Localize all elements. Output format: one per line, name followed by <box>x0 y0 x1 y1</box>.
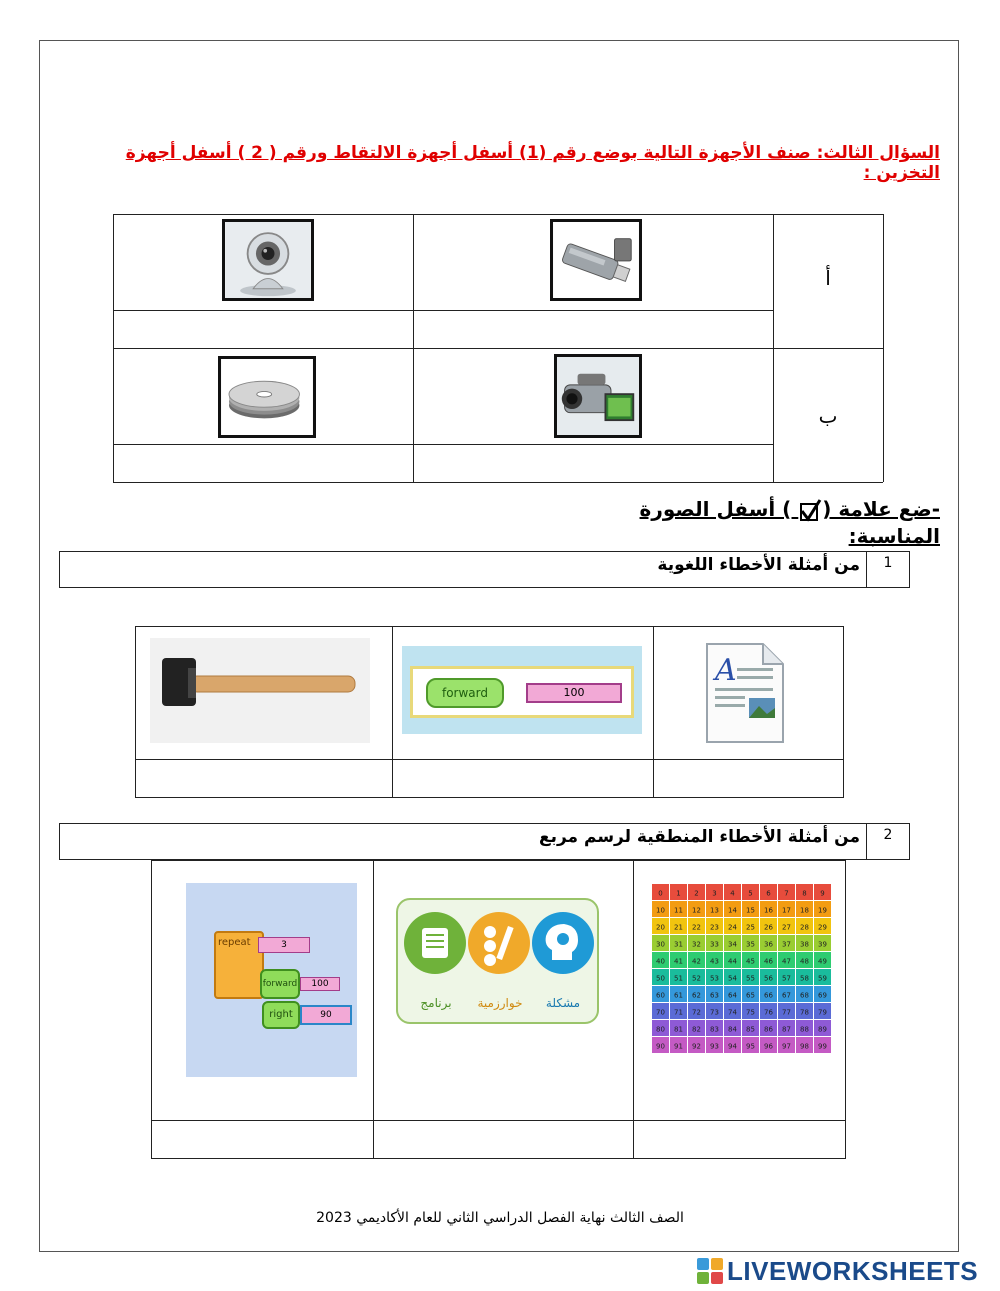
svg-text:77: 77 <box>782 1008 791 1017</box>
footer-text: الصف الثالث نهاية الفصل الدراسي الثاني للعام الأكاديمي 2023 <box>316 1210 684 1226</box>
svg-text:3: 3 <box>712 889 717 898</box>
answer-cell-cds[interactable] <box>115 446 412 481</box>
item1-text: من أمثلة الأخطاء اللغوية <box>657 555 860 575</box>
svg-text:68: 68 <box>800 991 809 1000</box>
svg-text:27: 27 <box>782 923 791 932</box>
forward-block-image <box>402 646 642 734</box>
svg-text:34: 34 <box>728 940 737 949</box>
repeat-forward-value: 100 <box>300 977 340 991</box>
svg-text:97: 97 <box>782 1042 791 1051</box>
svg-text:72: 72 <box>692 1008 701 1017</box>
svg-text:24: 24 <box>728 923 737 932</box>
svg-text:50: 50 <box>656 974 665 983</box>
svg-text:17: 17 <box>782 906 791 915</box>
forward-value: 100 <box>526 683 622 703</box>
svg-text:31: 31 <box>674 940 683 949</box>
instruction-after: ) أسفل الصورة المناسبة: <box>639 497 940 548</box>
svg-text:94: 94 <box>728 1042 737 1051</box>
svg-text:45: 45 <box>746 957 755 966</box>
svg-text:44: 44 <box>728 957 737 966</box>
svg-text:74: 74 <box>728 1008 737 1017</box>
svg-text:7: 7 <box>784 889 789 898</box>
svg-text:69: 69 <box>818 991 827 1000</box>
svg-text:82: 82 <box>692 1025 701 1034</box>
video-camera-image <box>554 354 642 438</box>
svg-text:48: 48 <box>800 957 809 966</box>
problem-icon <box>532 912 594 974</box>
svg-text:1: 1 <box>676 889 681 898</box>
algorithm-icon <box>468 912 530 974</box>
svg-text:63: 63 <box>710 991 719 1000</box>
svg-text:85: 85 <box>746 1025 755 1034</box>
svg-text:73: 73 <box>710 1008 719 1017</box>
svg-text:54: 54 <box>728 974 737 983</box>
answer-cell-usb[interactable] <box>415 312 772 347</box>
svg-text:28: 28 <box>800 923 809 932</box>
svg-text:37: 37 <box>782 940 791 949</box>
step-program-label: برنامج <box>420 996 452 1010</box>
svg-text:95: 95 <box>746 1042 755 1051</box>
svg-text:12: 12 <box>692 906 701 915</box>
svg-text:15: 15 <box>746 906 755 915</box>
svg-text:A: A <box>715 653 737 688</box>
svg-text:58: 58 <box>800 974 809 983</box>
svg-text:41: 41 <box>674 957 683 966</box>
repeat-label: repeat <box>218 937 251 948</box>
brand-name: LIVEWORKSHEETS <box>727 1255 979 1286</box>
svg-text:6: 6 <box>766 889 771 898</box>
svg-text:71: 71 <box>674 1008 683 1017</box>
svg-text:57: 57 <box>782 974 791 983</box>
svg-text:30: 30 <box>656 940 665 949</box>
svg-text:66: 66 <box>764 991 773 1000</box>
step-algorithm-label: خوارزمية <box>477 996 523 1010</box>
answer-cell-video-camera[interactable] <box>415 446 772 481</box>
svg-text:62: 62 <box>692 991 701 1000</box>
svg-text:96: 96 <box>764 1042 773 1051</box>
svg-text:65: 65 <box>746 991 755 1000</box>
svg-text:55: 55 <box>746 974 755 983</box>
item1-number: 1 <box>883 555 893 571</box>
usb-flash-drive-image <box>550 219 642 301</box>
item2-number: 2 <box>883 827 893 843</box>
question3-title: السؤال الثالث: صنف الأجهزة التالية بوضع رقم (1) أسفل أجهزة الالتقاط ورقم ( 2 ) أسفل أجهزة التخزين : <box>125 143 940 183</box>
liveworksheets-logo <box>697 1256 978 1286</box>
svg-text:59: 59 <box>818 974 827 983</box>
problem-solving-steps-image <box>396 898 599 1024</box>
repeat-blocks-image <box>186 883 357 1077</box>
svg-text:60: 60 <box>656 991 665 1000</box>
svg-text:18: 18 <box>800 906 809 915</box>
svg-text:14: 14 <box>728 906 737 915</box>
svg-text:70: 70 <box>656 1008 665 1017</box>
svg-text:9: 9 <box>820 889 825 898</box>
svg-text:0: 0 <box>658 889 663 898</box>
program-icon <box>404 912 466 974</box>
right-value: 90 <box>300 1005 352 1025</box>
step-problem-label: مشكلة <box>545 996 581 1010</box>
svg-text:78: 78 <box>800 1008 809 1017</box>
svg-text:25: 25 <box>746 923 755 932</box>
svg-text:20: 20 <box>656 923 665 932</box>
svg-text:11: 11 <box>674 906 683 915</box>
svg-text:22: 22 <box>692 923 701 932</box>
svg-text:46: 46 <box>764 957 773 966</box>
item2-answer-steps[interactable] <box>375 1122 632 1157</box>
svg-text:87: 87 <box>782 1025 791 1034</box>
svg-text:16: 16 <box>764 906 773 915</box>
svg-text:4: 4 <box>730 889 735 898</box>
svg-text:29: 29 <box>818 923 827 932</box>
svg-text:53: 53 <box>710 974 719 983</box>
svg-text:19: 19 <box>818 906 827 915</box>
svg-text:8: 8 <box>802 889 807 898</box>
svg-text:5: 5 <box>748 889 753 898</box>
svg-text:75: 75 <box>746 1008 755 1017</box>
svg-text:76: 76 <box>764 1008 773 1017</box>
svg-text:89: 89 <box>818 1025 827 1034</box>
repeat-value: 3 <box>258 937 310 953</box>
item2-answer-blocks[interactable] <box>153 1122 372 1157</box>
right-label: right <box>262 1001 300 1029</box>
svg-text:13: 13 <box>710 906 719 915</box>
item2-answer-number-grid[interactable] <box>635 1122 844 1157</box>
hundred-number-grid-image <box>652 884 832 1054</box>
svg-text:93: 93 <box>710 1042 719 1051</box>
svg-text:79: 79 <box>818 1008 827 1017</box>
svg-text:33: 33 <box>710 940 719 949</box>
svg-text:88: 88 <box>800 1025 809 1034</box>
item2-text: من أمثلة الأخطاء المنطقية لرسم مربع <box>538 827 860 847</box>
instruction-before: -ضع علامة ( <box>822 497 940 521</box>
svg-text:64: 64 <box>728 991 737 1000</box>
svg-text:38: 38 <box>800 940 809 949</box>
svg-text:81: 81 <box>674 1025 683 1034</box>
webcam-image <box>222 219 314 301</box>
svg-text:56: 56 <box>764 974 773 983</box>
svg-text:49: 49 <box>818 957 827 966</box>
svg-text:35: 35 <box>746 940 755 949</box>
svg-text:52: 52 <box>692 974 701 983</box>
hammer-image <box>150 638 370 743</box>
svg-text:47: 47 <box>782 957 791 966</box>
document-icon <box>703 640 787 746</box>
svg-text:42: 42 <box>692 957 701 966</box>
item1-answer-code-block[interactable] <box>394 761 652 796</box>
svg-text:36: 36 <box>764 940 773 949</box>
answer-cell-webcam[interactable] <box>115 312 412 347</box>
svg-text:86: 86 <box>764 1025 773 1034</box>
checkmark-instruction <box>560 497 940 548</box>
svg-text:43: 43 <box>710 957 719 966</box>
svg-text:21: 21 <box>674 923 683 932</box>
svg-text:84: 84 <box>728 1025 737 1034</box>
svg-text:26: 26 <box>764 923 773 932</box>
svg-text:90: 90 <box>656 1042 665 1051</box>
svg-text:32: 32 <box>692 940 701 949</box>
row-b-label: ب <box>818 404 838 428</box>
svg-text:92: 92 <box>692 1042 701 1051</box>
svg-text:80: 80 <box>656 1025 665 1034</box>
svg-text:40: 40 <box>656 957 665 966</box>
cds-image <box>218 356 316 438</box>
forward-label: forward <box>426 678 504 708</box>
row-a-label: أ <box>825 266 831 290</box>
svg-text:2: 2 <box>694 889 699 898</box>
item1-answer-document[interactable] <box>655 761 842 796</box>
checkmark-icon <box>798 498 822 524</box>
svg-text:83: 83 <box>710 1025 719 1034</box>
svg-text:61: 61 <box>674 991 683 1000</box>
item1-answer-hammer[interactable] <box>137 761 391 796</box>
svg-text:39: 39 <box>818 940 827 949</box>
repeat-forward-label: forward <box>260 969 300 999</box>
svg-text:10: 10 <box>656 906 665 915</box>
svg-text:23: 23 <box>710 923 719 932</box>
svg-text:99: 99 <box>818 1042 827 1051</box>
svg-text:51: 51 <box>674 974 683 983</box>
svg-text:67: 67 <box>782 991 791 1000</box>
svg-text:98: 98 <box>800 1042 809 1051</box>
svg-text:91: 91 <box>674 1042 683 1051</box>
brand-logo-icon <box>697 1258 723 1284</box>
